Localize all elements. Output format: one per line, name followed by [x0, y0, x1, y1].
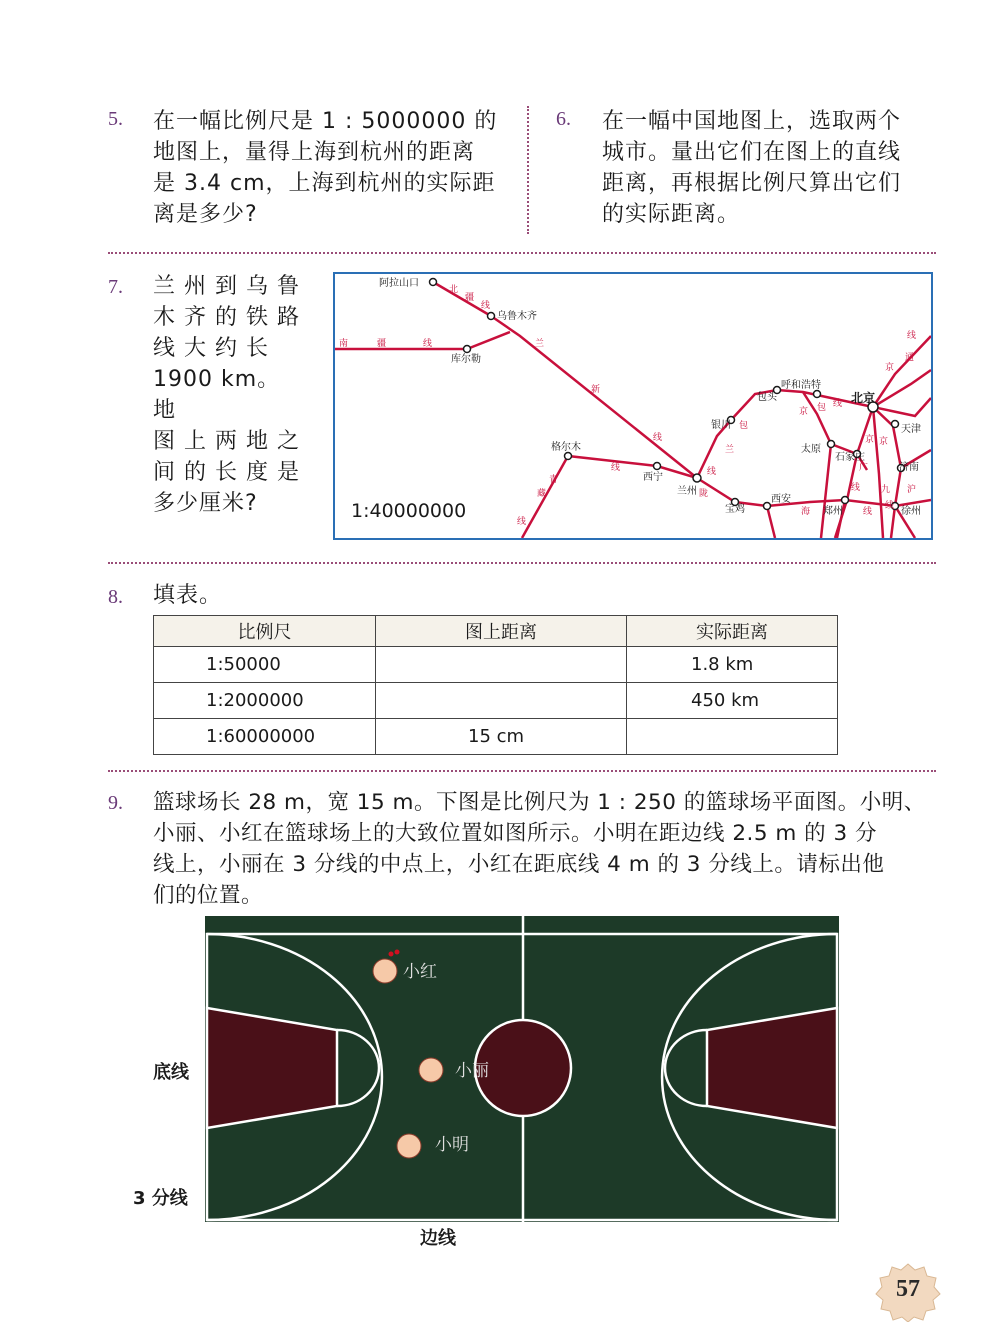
line-label: 线	[611, 463, 621, 473]
text-line: 在一幅中国地图上，选取两个	[602, 109, 902, 134]
city-label: 太原	[801, 444, 821, 455]
table-header: 图上距离	[376, 616, 627, 647]
text-line: 的实际距离。	[602, 202, 741, 227]
line-label: 线	[517, 517, 527, 527]
table-row	[154, 719, 838, 755]
line-label: 京	[865, 435, 875, 445]
city-label: 济南	[899, 462, 919, 473]
baseline-label: 底线	[153, 1062, 189, 1083]
table-cell: 450 km	[627, 683, 838, 719]
city-label: 宝鸡	[725, 504, 745, 515]
line-label: 线	[707, 467, 717, 477]
question-9-text	[153, 787, 953, 911]
railway-map	[333, 272, 933, 540]
city-label: 徐州	[901, 506, 921, 517]
three-point-label: 3 分线	[133, 1188, 188, 1209]
question-6-text	[602, 106, 942, 230]
city-label: 乌鲁木齐	[497, 311, 537, 322]
city-dot	[764, 503, 771, 510]
city-dot	[693, 474, 701, 482]
person-label: 小丽	[455, 1061, 489, 1081]
city-dot	[842, 497, 849, 504]
city-label: 阿拉山口	[379, 278, 419, 289]
question-8-number: 8.	[108, 586, 123, 608]
city-dot	[488, 313, 495, 320]
section-divider	[108, 562, 936, 564]
city-label: 西安	[771, 494, 791, 505]
city-label: 郑州	[823, 506, 843, 517]
table-row	[154, 683, 838, 719]
text-line: 距离，再根据比例尺算出它们	[602, 171, 902, 196]
line-label: 疆	[377, 339, 387, 349]
line-label: 南	[339, 339, 349, 349]
text-line: 篮球场长 28 m，宽 15 m。下图是比例尺为 1 : 250 的篮球场平面图。小明、	[153, 790, 926, 815]
line-label: 九	[881, 485, 891, 495]
line-label: 疆	[465, 293, 475, 303]
face-icon	[419, 1058, 443, 1082]
page-number-badge	[875, 1262, 941, 1322]
question-8-title: 填表。	[153, 583, 223, 608]
city-dot	[828, 441, 835, 448]
text-line: 木 齐 的 铁 路	[153, 305, 300, 330]
text-line: 间 的 长 度 是	[153, 460, 300, 485]
line-label: 青	[549, 475, 559, 485]
city-label: 石家庄	[835, 452, 865, 463]
city-dot	[892, 421, 899, 428]
city-label: 银川	[711, 420, 731, 431]
text-line: 小丽、小红在篮球场上的大致位置如图所示。小明在距边线 2.5 m 的 3 分	[153, 821, 877, 846]
city-label: 天津	[901, 424, 921, 435]
line-label: 藏	[537, 489, 547, 499]
table-cell: 1.8 km	[627, 647, 838, 683]
line-label: 线	[481, 301, 491, 311]
city-label: 西宁	[643, 472, 663, 483]
face-icon	[397, 1134, 421, 1158]
person-label: 小明	[435, 1135, 469, 1155]
table-cell: 1:2000000	[154, 683, 376, 719]
line-label: 包	[817, 403, 827, 413]
question-5-number: 5.	[108, 108, 123, 130]
text-line: 多少厘米?	[153, 491, 258, 516]
line-label: 线	[423, 339, 433, 349]
city-label: 呼和浩特	[781, 380, 821, 391]
line-label: 京	[885, 363, 895, 373]
table-header: 比例尺	[154, 616, 376, 647]
sideline-label: 边线	[420, 1228, 456, 1249]
question-5-text	[153, 106, 513, 230]
text-line: 线上，小丽在 3 分线的中点上，小红在距底线 4 m 的 3 分线上。请标出他	[153, 852, 885, 877]
city-dot	[565, 453, 572, 460]
table-cell-blank[interactable]	[376, 683, 627, 719]
line-label: 线	[907, 331, 917, 341]
question-7-number: 7.	[108, 276, 123, 298]
line-label: 通	[905, 353, 915, 363]
city-label: 兰州	[677, 486, 697, 497]
table-cell: 1:60000000	[154, 719, 376, 755]
line-label: 线	[885, 501, 895, 511]
left-key	[207, 1008, 337, 1128]
question-6-number: 6.	[556, 108, 571, 130]
table-cell: 15 cm	[376, 719, 627, 755]
table-cell-blank[interactable]	[376, 647, 627, 683]
text-line: 1900 km。地	[153, 367, 281, 423]
text-line: 离是多少?	[153, 202, 258, 227]
line-label: 线	[653, 433, 663, 443]
scale-table	[153, 615, 838, 755]
line-label: 陇	[699, 489, 709, 499]
table-row	[154, 647, 838, 683]
city-label: 格尔木	[551, 442, 581, 453]
section-divider	[108, 252, 936, 254]
person-label: 小红	[403, 962, 437, 982]
text-line: 线 大 约 长	[153, 336, 269, 361]
line-label: 线	[863, 507, 873, 517]
city-label: 库尔勒	[451, 354, 481, 365]
text-line: 们的位置。	[153, 883, 264, 908]
line-label: 京	[799, 407, 809, 417]
text-line: 地图上，量得上海到杭州的距离	[153, 140, 476, 165]
line-label: 京	[879, 437, 889, 447]
table-header: 实际距离	[627, 616, 838, 647]
hair-bow-icon	[395, 950, 400, 955]
question-9-number: 9.	[108, 792, 123, 814]
text-line: 在一幅比例尺是 1 : 5000000 的	[153, 109, 498, 134]
line-label: 兰	[725, 445, 735, 455]
line-label: 兰	[535, 339, 545, 349]
basketball-court	[205, 916, 839, 1222]
line-label: 北	[449, 285, 459, 295]
table-cell-blank[interactable]	[627, 719, 838, 755]
table-header-row	[154, 616, 838, 647]
face-icon	[373, 959, 397, 983]
right-key	[707, 1008, 837, 1128]
line-label: 线	[851, 483, 861, 493]
line-label: 海	[801, 507, 811, 517]
city-dot	[430, 279, 437, 286]
hair-bow-icon	[389, 952, 394, 957]
line-label: 包	[739, 421, 749, 431]
city-dot	[464, 346, 471, 353]
section-divider	[108, 770, 936, 772]
table-cell: 1:50000	[154, 647, 376, 683]
text-line: 兰 州 到 乌 鲁	[153, 274, 300, 299]
text-line: 是 3.4 cm，上海到杭州的实际距	[153, 171, 496, 196]
line-label: 新	[591, 385, 601, 395]
question-7-text	[153, 271, 303, 519]
city-label: 包头	[757, 392, 777, 403]
city-dot	[814, 391, 821, 398]
map-scale: 1:40000000	[351, 500, 467, 522]
line-label: 线	[833, 399, 843, 409]
text-line: 图 上 两 地 之	[153, 429, 300, 454]
page-number: 57	[896, 1276, 920, 1302]
city-dot	[654, 463, 661, 470]
line-label: 沪	[907, 485, 917, 495]
city-label: 北京	[851, 391, 876, 405]
column-divider	[527, 106, 529, 234]
text-line: 城市。量出它们在图上的直线	[602, 140, 902, 165]
line-label: 广	[859, 463, 869, 473]
